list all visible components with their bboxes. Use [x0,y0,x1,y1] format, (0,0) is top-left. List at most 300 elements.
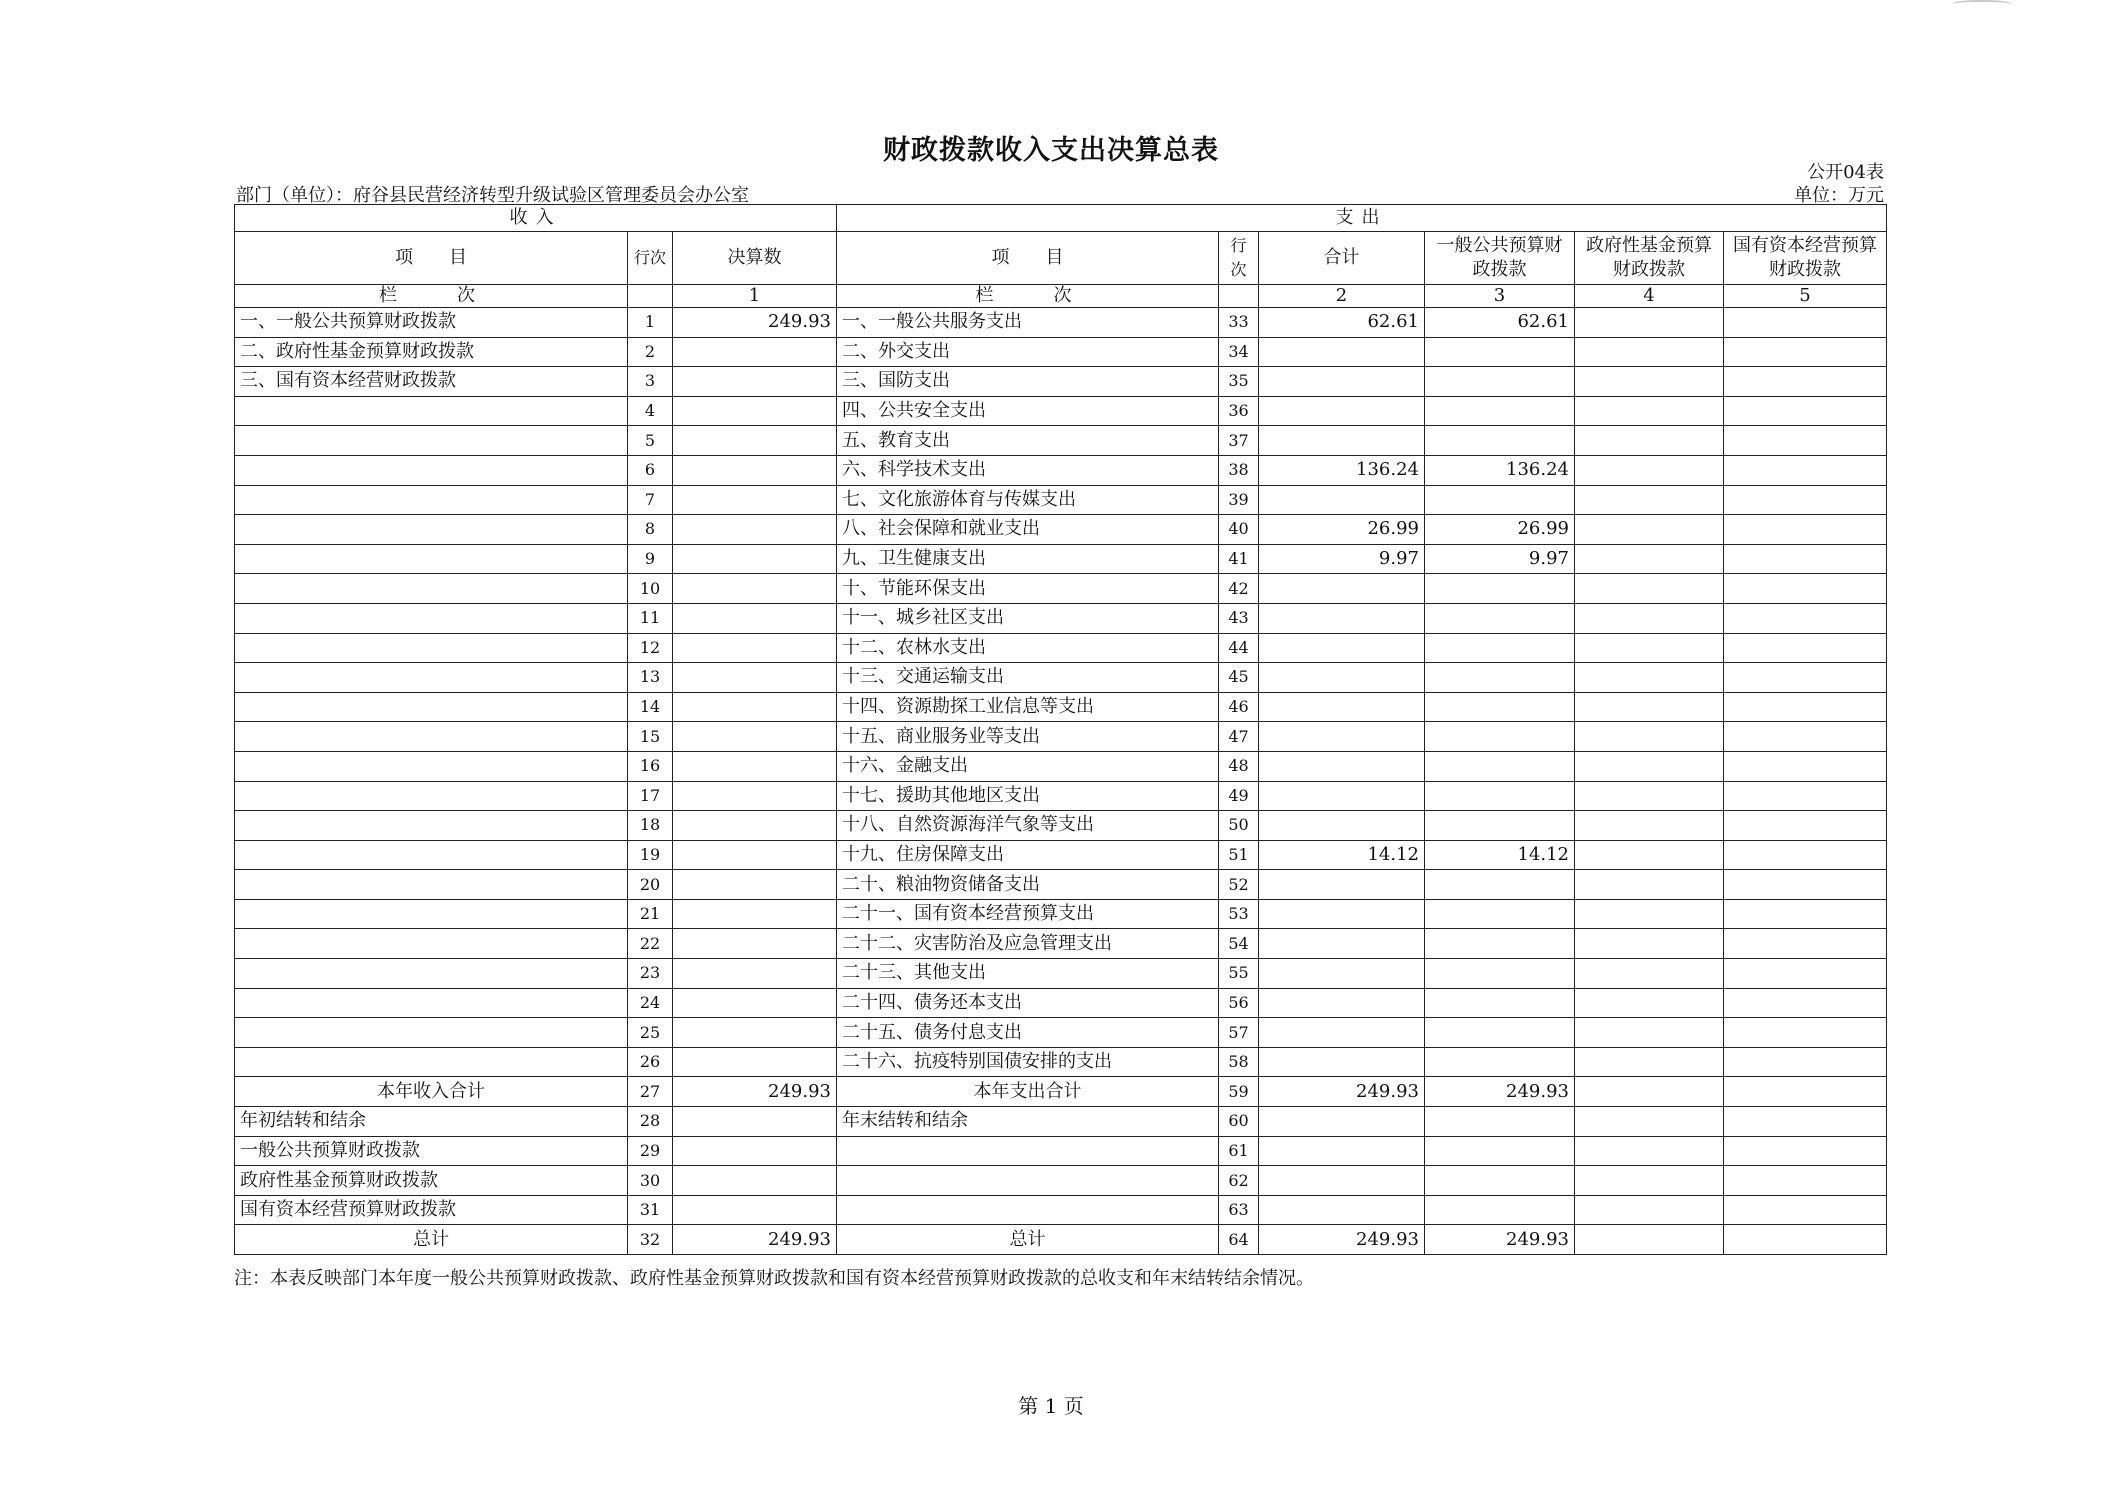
state-capital-amount [1724,485,1887,515]
income-item [235,515,628,545]
income-line: 30 [628,1166,673,1196]
income-item [235,1018,628,1048]
gov-fund-amount [1575,426,1724,456]
expense-item: 十二、农林水支出 [837,633,1219,663]
expense-total [1259,929,1425,959]
expense-line: 33 [1219,308,1259,338]
income-amount [673,1018,837,1048]
col-index-1: 1 [673,285,837,308]
expense-line: 39 [1219,485,1259,515]
gov-fund-amount [1575,544,1724,574]
expense-item: 二、外交支出 [837,337,1219,367]
department-label: 部门（单位）：府谷县民营经济转型升级试验区管理委员会办公室 [236,185,749,206]
income-item: 本年收入合计 [235,1077,628,1107]
state-capital-amount [1724,781,1887,811]
income-item [235,781,628,811]
general-budget-amount [1425,574,1575,604]
income-amount [673,899,837,929]
expense-item: 十六、金融支出 [837,751,1219,781]
expense-total: 62.61 [1259,308,1425,338]
income-amount [673,959,837,989]
state-capital-amount [1724,663,1887,693]
income-line: 2 [628,337,673,367]
income-item [235,633,628,663]
column-header-row [235,232,1887,285]
header-gov-fund: 政府性基金预算财政拨款 [1575,232,1724,285]
state-capital-amount [1724,603,1887,633]
income-line: 20 [628,870,673,900]
income-item [235,959,628,989]
general-budget-amount [1425,1107,1575,1137]
expense-total [1259,574,1425,604]
expense-total: 26.99 [1259,515,1425,545]
table-row [235,811,1887,841]
state-capital-amount [1724,1225,1887,1255]
table-row [235,308,1887,338]
income-amount: 249.93 [673,1077,837,1107]
expense-item: 十四、资源勘探工业信息等支出 [837,692,1219,722]
general-budget-amount [1425,337,1575,367]
table-row [235,959,1887,989]
state-capital-amount [1724,840,1887,870]
expense-item: 二十六、抗疫特别国债安排的支出 [837,1047,1219,1077]
income-item [235,870,628,900]
expense-line: 37 [1219,426,1259,456]
expense-total [1259,1166,1425,1196]
income-amount [673,929,837,959]
gov-fund-amount [1575,929,1724,959]
expense-item: 二十一、国有资本经营预算支出 [837,899,1219,929]
header-state-capital: 国有资本经营预算财政拨款 [1724,232,1887,285]
expense-total [1259,485,1425,515]
expense-line: 56 [1219,988,1259,1018]
income-item [235,899,628,929]
expense-section-header: 支出 [837,205,1887,232]
expense-line: 38 [1219,455,1259,485]
table-row [235,515,1887,545]
expense-total: 249.93 [1259,1225,1425,1255]
gov-fund-amount [1575,663,1724,693]
general-budget-amount [1425,1166,1575,1196]
table-row [235,337,1887,367]
income-line: 32 [628,1225,673,1255]
income-line: 19 [628,840,673,870]
header-actual: 决算数 [673,232,837,285]
income-line: 9 [628,544,673,574]
expense-line: 51 [1219,840,1259,870]
income-amount [673,840,837,870]
expense-total [1259,663,1425,693]
expense-line: 36 [1219,396,1259,426]
expense-line: 59 [1219,1077,1259,1107]
income-amount [673,426,837,456]
state-capital-amount [1724,574,1887,604]
general-budget-amount [1425,929,1575,959]
expense-item [837,1136,1219,1166]
gov-fund-amount [1575,959,1724,989]
income-line: 17 [628,781,673,811]
general-budget-amount: 249.93 [1425,1077,1575,1107]
general-budget-amount [1425,367,1575,397]
income-item [235,603,628,633]
table-row [235,426,1887,456]
expense-item: 五、教育支出 [837,426,1219,456]
gov-fund-amount [1575,455,1724,485]
grand-total-row [235,1225,1887,1255]
table-row [235,722,1887,752]
state-capital-amount [1724,455,1887,485]
general-budget-amount: 9.97 [1425,544,1575,574]
gov-fund-amount [1575,1195,1724,1225]
general-budget-amount [1425,1047,1575,1077]
table-row [235,781,1887,811]
state-capital-amount [1724,1195,1887,1225]
form-code: 公开04表 [1807,162,1884,183]
income-item [235,929,628,959]
header-income-item: 项 目 [235,232,628,285]
general-budget-amount [1425,692,1575,722]
expense-item: 年末结转和结余 [837,1107,1219,1137]
income-amount [673,485,837,515]
state-capital-amount [1724,1077,1887,1107]
general-budget-amount [1425,396,1575,426]
carryover-row [235,1107,1887,1137]
expense-total [1259,603,1425,633]
expense-total [1259,751,1425,781]
expense-item: 十、节能环保支出 [837,574,1219,604]
expense-total [1259,396,1425,426]
income-amount [673,811,837,841]
state-capital-amount [1724,870,1887,900]
table-note: 注：本表反映部门本年度一般公共预算财政拨款、政府性基金预算财政拨款和国有资本经营预算财政拨款的总收支和年末结转结余情况。 [234,1268,1314,1289]
table-row [235,544,1887,574]
col-index-empty-2 [1219,285,1259,308]
state-capital-amount [1724,337,1887,367]
expense-line: 61 [1219,1136,1259,1166]
state-capital-amount [1724,1107,1887,1137]
gov-fund-amount [1575,751,1724,781]
income-amount [673,751,837,781]
state-capital-amount [1724,308,1887,338]
col-index-2: 2 [1259,285,1425,308]
expense-line: 57 [1219,1018,1259,1048]
gov-fund-amount [1575,870,1724,900]
unit-label: 单位：万元 [1794,185,1884,206]
gov-fund-amount [1575,722,1724,752]
income-amount [673,633,837,663]
income-line: 8 [628,515,673,545]
expense-item: 九、卫生健康支出 [837,544,1219,574]
income-amount [673,1107,837,1137]
col-index-label-2: 栏 次 [837,285,1219,308]
income-amount [673,722,837,752]
expense-item: 二十、粮油物资储备支出 [837,870,1219,900]
income-line: 11 [628,603,673,633]
income-line: 12 [628,633,673,663]
income-item: 总计 [235,1225,628,1255]
state-capital-amount [1724,367,1887,397]
income-line: 14 [628,692,673,722]
income-line: 10 [628,574,673,604]
expense-total [1259,1047,1425,1077]
expense-item: 四、公共安全支出 [837,396,1219,426]
expense-line: 40 [1219,515,1259,545]
income-amount [673,455,837,485]
expense-item: 二十三、其他支出 [837,959,1219,989]
expense-line: 44 [1219,633,1259,663]
expense-total [1259,692,1425,722]
income-item [235,455,628,485]
gov-fund-amount [1575,1018,1724,1048]
table-row [235,574,1887,604]
income-line: 1 [628,308,673,338]
income-item [235,485,628,515]
income-amount [673,1047,837,1077]
income-amount [673,574,837,604]
general-budget-amount [1425,603,1575,633]
expense-total [1259,870,1425,900]
carryover-row [235,1166,1887,1196]
gov-fund-amount [1575,840,1724,870]
expense-line: 63 [1219,1195,1259,1225]
gov-fund-amount [1575,1136,1724,1166]
income-amount [673,337,837,367]
general-budget-amount [1425,485,1575,515]
income-amount [673,1195,837,1225]
general-budget-amount [1425,722,1575,752]
col-index-3: 3 [1425,285,1575,308]
gov-fund-amount [1575,396,1724,426]
income-amount [673,781,837,811]
income-line: 15 [628,722,673,752]
expense-total [1259,959,1425,989]
income-item [235,988,628,1018]
expense-line: 50 [1219,811,1259,841]
col-index-empty [628,285,673,308]
income-item [235,811,628,841]
general-budget-amount [1425,811,1575,841]
income-item: 年初结转和结余 [235,1107,628,1137]
table-row [235,840,1887,870]
state-capital-amount [1724,751,1887,781]
table-row [235,870,1887,900]
expense-total: 249.93 [1259,1077,1425,1107]
general-budget-amount [1425,1018,1575,1048]
expense-item: 十五、商业服务业等支出 [837,722,1219,752]
gov-fund-amount [1575,1166,1724,1196]
income-amount: 249.93 [673,1225,837,1255]
gov-fund-amount [1575,485,1724,515]
state-capital-amount [1724,1018,1887,1048]
expense-item: 二十四、债务还本支出 [837,988,1219,1018]
income-item: 二、政府性基金预算财政拨款 [235,337,628,367]
gov-fund-amount [1575,337,1724,367]
income-line: 29 [628,1136,673,1166]
expense-total [1259,367,1425,397]
table-row [235,751,1887,781]
expense-line: 45 [1219,663,1259,693]
income-line: 27 [628,1077,673,1107]
gov-fund-amount [1575,603,1724,633]
state-capital-amount [1724,396,1887,426]
expense-item: 十八、自然资源海洋气象等支出 [837,811,1219,841]
expense-item: 总计 [837,1225,1219,1255]
expense-total [1259,1107,1425,1137]
income-line: 22 [628,929,673,959]
gov-fund-amount [1575,308,1724,338]
general-budget-amount [1425,988,1575,1018]
gov-fund-amount [1575,781,1724,811]
gov-fund-amount [1575,811,1724,841]
expense-line: 53 [1219,899,1259,929]
state-capital-amount [1724,515,1887,545]
general-budget-amount [1425,1195,1575,1225]
income-amount [673,870,837,900]
scan-artifact [1952,0,2012,8]
income-item [235,574,628,604]
general-budget-amount: 136.24 [1425,455,1575,485]
state-capital-amount [1724,959,1887,989]
general-budget-amount [1425,1136,1575,1166]
income-item [235,426,628,456]
table-row [235,1047,1887,1077]
income-line: 21 [628,899,673,929]
state-capital-amount [1724,692,1887,722]
income-line: 13 [628,663,673,693]
income-item [235,1047,628,1077]
expense-line: 43 [1219,603,1259,633]
expense-item: 六、科学技术支出 [837,455,1219,485]
state-capital-amount [1724,811,1887,841]
expense-total [1259,633,1425,663]
table-row [235,929,1887,959]
income-section-header: 收入 [235,205,837,232]
state-capital-amount [1724,899,1887,929]
income-amount [673,663,837,693]
col-index-5: 5 [1724,285,1887,308]
expense-item [837,1166,1219,1196]
income-item: 三、国有资本经营财政拨款 [235,367,628,397]
income-line: 31 [628,1195,673,1225]
header-total: 合计 [1259,232,1425,285]
income-amount [673,544,837,574]
table-row [235,663,1887,693]
expense-line: 47 [1219,722,1259,752]
header-general-budget: 一般公共预算财政拨款 [1425,232,1575,285]
expense-line: 54 [1219,929,1259,959]
header-expense-line: 行次 [1219,232,1259,285]
column-index-row [235,285,1887,308]
expense-line: 46 [1219,692,1259,722]
state-capital-amount [1724,1136,1887,1166]
expense-item: 本年支出合计 [837,1077,1219,1107]
expense-total: 136.24 [1259,455,1425,485]
table-row [235,396,1887,426]
table-row [235,633,1887,663]
expense-line: 58 [1219,1047,1259,1077]
expense-item: 十七、援助其他地区支出 [837,781,1219,811]
state-capital-amount [1724,1166,1887,1196]
state-capital-amount [1724,544,1887,574]
gov-fund-amount [1575,367,1724,397]
income-line: 25 [628,1018,673,1048]
expense-total [1259,1195,1425,1225]
expense-total [1259,426,1425,456]
expense-total [1259,1136,1425,1166]
page-title: 财政拨款收入支出决算总表 [883,135,1219,166]
expense-item: 二十二、灾害防治及应急管理支出 [837,929,1219,959]
expense-total [1259,988,1425,1018]
income-amount [673,603,837,633]
income-line: 23 [628,959,673,989]
general-budget-amount [1425,870,1575,900]
general-budget-amount [1425,781,1575,811]
expense-line: 60 [1219,1107,1259,1137]
year-total-row [235,1077,1887,1107]
state-capital-amount [1724,722,1887,752]
expense-line: 42 [1219,574,1259,604]
gov-fund-amount [1575,1077,1724,1107]
expense-item: 八、社会保障和就业支出 [837,515,1219,545]
col-index-label: 栏 次 [235,285,628,308]
general-budget-amount [1425,426,1575,456]
income-amount [673,515,837,545]
state-capital-amount [1724,633,1887,663]
carryover-row [235,1136,1887,1166]
gov-fund-amount [1575,988,1724,1018]
expense-total [1259,337,1425,367]
income-line: 24 [628,988,673,1018]
general-budget-amount: 62.61 [1425,308,1575,338]
expense-total [1259,899,1425,929]
table-row [235,899,1887,929]
gov-fund-amount [1575,515,1724,545]
expense-line: 41 [1219,544,1259,574]
gov-fund-amount [1575,899,1724,929]
expense-item: 三、国防支出 [837,367,1219,397]
page-number: 第 1 页 [1018,1394,1084,1418]
income-item [235,692,628,722]
gov-fund-amount [1575,1225,1724,1255]
general-budget-amount: 14.12 [1425,840,1575,870]
expense-line: 64 [1219,1225,1259,1255]
income-line: 16 [628,751,673,781]
general-budget-amount [1425,663,1575,693]
expense-item: 二十五、债务付息支出 [837,1018,1219,1048]
gov-fund-amount [1575,574,1724,604]
income-amount [673,1136,837,1166]
income-item [235,663,628,693]
expense-item: 十三、交通运输支出 [837,663,1219,693]
income-item [235,722,628,752]
table-row [235,485,1887,515]
income-line: 5 [628,426,673,456]
expense-total [1259,811,1425,841]
income-line: 26 [628,1047,673,1077]
income-item [235,751,628,781]
state-capital-amount [1724,426,1887,456]
table-row [235,603,1887,633]
income-item: 国有资本经营预算财政拨款 [235,1195,628,1225]
general-budget-amount [1425,633,1575,663]
income-amount [673,367,837,397]
expense-item: 十九、住房保障支出 [837,840,1219,870]
expense-line: 34 [1219,337,1259,367]
income-amount [673,988,837,1018]
table-row [235,455,1887,485]
gov-fund-amount [1575,692,1724,722]
expense-line: 49 [1219,781,1259,811]
